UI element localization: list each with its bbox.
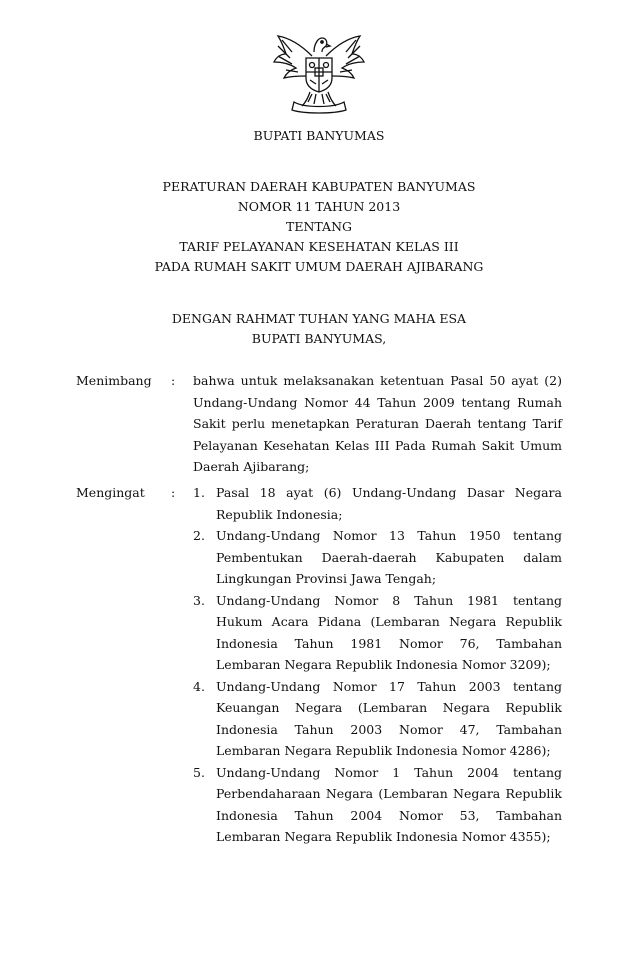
- mengingat-label: Mengingat: [76, 485, 145, 500]
- list-item-number: 4.: [193, 678, 205, 694]
- regulation-number-line: NOMOR 11 TAHUN 2013: [237, 199, 401, 214]
- list-item: [193, 525, 562, 590]
- regulation-title-line: PERATURAN DAERAH KABUPATEN BANYUMAS: [162, 179, 476, 194]
- list-item: [193, 590, 562, 676]
- list-item-text: Pasal 18 ayat (6) Undang-Undang Dasar Negara Republik Indonesia;: [216, 485, 562, 522]
- list-item-text: Undang-Undang Nomor 8 Tahun 1981 tentang Hukum Acara Pidana (Lembaran Negara Republik Indonesia Tahun 1981 Nomor 76, Tambahan Lembaran Negara Republik Indonesia Nomor 3209);: [216, 592, 562, 672]
- menimbang-colon: :: [171, 373, 176, 388]
- list-item-text: Undang-Undang Nomor 1 Tahun 2004 tentang Perbendaharaan Negara (Lembaran Negara Republik Indonesia Tahun 2004 Nomor 53, Tambahan Lembaran Negara Republik Indonesia Nomor 4355);: [216, 764, 562, 844]
- preamble-line-2: BUPATI BANYUMAS,: [251, 331, 387, 346]
- menimbang-label: Menimbang: [76, 373, 152, 388]
- preamble-line-1: DENGAN RAHMAT TUHAN YANG MAHA ESA: [171, 311, 467, 326]
- mengingat-colon: :: [171, 485, 176, 500]
- mengingat-list: [193, 482, 562, 848]
- list-item-number: 1.: [193, 485, 205, 500]
- regulation-subject-line-1: TARIF PELAYANAN KESEHATAN KELAS III: [179, 239, 459, 254]
- list-item-number: 2.: [193, 528, 205, 543]
- list-item-text: Undang-Undang Nomor 13 Tahun 1950 tentang Pembentukan Daerah-daerah Kabupaten dalam Lingkungan Provinsi Jawa Tengah;: [216, 528, 562, 586]
- regulation-subject-line-2: PADA RUMAH SAKIT UMUM DAERAH AJIBARANG: [154, 259, 484, 274]
- list-item: [193, 482, 562, 525]
- document-author: BUPATI BANYUMAS: [253, 128, 385, 143]
- list-item-number: 5.: [193, 764, 205, 780]
- regulation-heading: [0, 177, 638, 277]
- garuda-pancasila-emblem-icon: [272, 26, 366, 114]
- list-item-text: Undang-Undang Nomor 17 Tahun 2003 tentang Keuangan Negara (Lembaran Negara Republik Indonesia Tahun 2003 Nomor 47, Tambahan Lembaran Negara Republik Indonesia Nomor 4286);: [216, 678, 562, 758]
- menimbang-text: bahwa untuk melaksanakan ketentuan Pasal 50 ayat (2) Undang-Undang Nomor 44 Tahun 2009 tentang Rumah Sakit perlu menetapkan Peraturan Daerah tentang Tarif Pelayanan Kesehatan Kelas III Pada Rumah Sakit Umum Daerah Ajibarang;: [193, 373, 562, 474]
- list-item-number: 3.: [193, 592, 205, 608]
- preamble-heading: [0, 309, 638, 349]
- regulation-about-line: TENTANG: [285, 219, 352, 234]
- list-item: [193, 762, 562, 848]
- list-item: [193, 676, 562, 762]
